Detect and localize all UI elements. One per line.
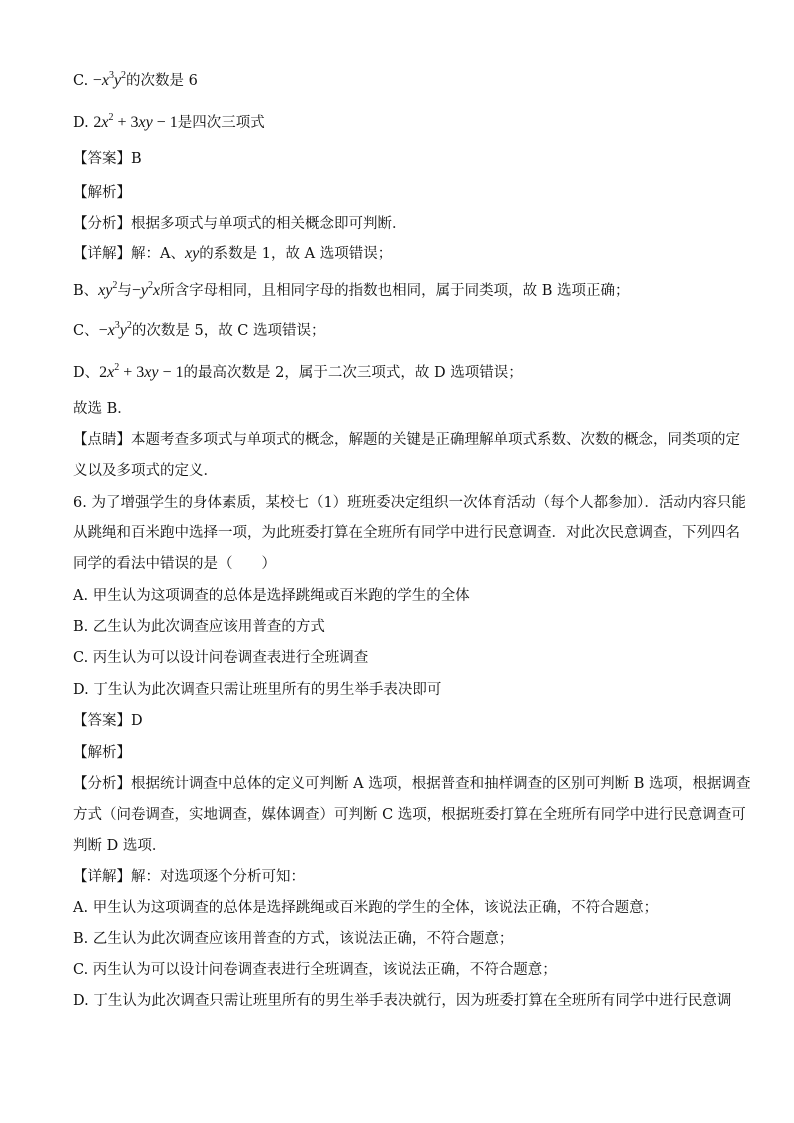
detail-a: A. 甲生认为这项调查的总体是选择跳绳或百米跑的学生的全体，该说法正确，不符合题意；: [73, 900, 659, 916]
answer-label: 【答案】B: [73, 151, 142, 167]
math-expression: $-x^3y^2$: [92, 70, 127, 89]
option-text: 的次数是 6: [126, 73, 198, 89]
detail-prefix: 【详解】解：A、: [73, 246, 185, 262]
conclusion: 故选 B．: [73, 401, 132, 417]
detail-prefix: C、: [73, 323, 99, 339]
detail-heading: 【详解】解：对选项逐个分析可知：: [73, 869, 305, 885]
analysis-text-cont: 判断 D 选项．: [73, 838, 167, 854]
math-expression: $2x^2 + 3xy - 1$: [99, 362, 184, 381]
detail-prefix: B、: [73, 283, 99, 299]
detail-b: [73, 280, 734, 302]
option-d-statement: [73, 112, 734, 134]
math-expression: $xy^2$: [98, 280, 118, 299]
detail-c: C. 丙生认为可以设计问卷调查表进行全班调查，该说法正确，不符合题意；: [73, 962, 557, 978]
answer-label: 【答案】D: [73, 713, 143, 729]
choice-d: D. 丁生认为此次调查只需让班里所有的男生举手表决即可: [73, 682, 442, 698]
analysis-text: 【分析】根据多项式与单项式的相关概念即可判断．: [73, 216, 407, 232]
math-expression: $2x^2 + 3xy - 1$: [93, 112, 178, 131]
detail-d: D. 丁生认为此次调查只需让班里所有的男生举手表决就行，因为班委打算在全班所有同学中进行民意调: [73, 993, 732, 1009]
detail-text: 的次数是 5，故 C 选项错误；: [131, 323, 326, 339]
choice-a: A. 甲生认为这项调查的总体是选择跳绳或百米跑的学生的全体: [73, 588, 470, 604]
math-expression-2: $-y^2x$: [131, 280, 161, 299]
choice-b: B. 乙生认为此次调查应该用普查的方式: [73, 619, 325, 635]
detail-d: [73, 362, 734, 384]
detail-text: 所含字母相同，且相同字母的指数也相同，属于同类项，故 B 选项正确；: [160, 283, 630, 299]
detail-prefix: D、: [73, 365, 100, 381]
option-label: C.: [73, 73, 93, 89]
question-6-text: 6. 为了增强学生的身体素质，某校七（1）班班委决定组织一次体育活动（每个人都参加）．活动内容只能: [73, 495, 746, 511]
question-6-text-cont: 从跳绳和百米跑中选择一项，为此班委打算在全班所有同学中进行民意调查．对此次民意调查，下列四名: [73, 525, 740, 541]
choice-c: C. 丙生认为可以设计问卷调查表进行全班调查: [73, 650, 369, 666]
detail-b: B. 乙生认为此次调查应该用普查的方式，该说法正确，不符合题意；: [73, 931, 514, 947]
math-expression: $-x^3y^2$: [98, 320, 132, 339]
analysis-text: 【分析】根据统计调查中总体的定义可判断 A 选项，根据普查和抽样调查的区别可判断 B 选项，根据调查: [73, 776, 751, 792]
detail-a: [73, 243, 734, 265]
option-c-statement: [73, 70, 734, 92]
analysis-heading: 【解析】: [73, 185, 131, 201]
detail-connector: 与: [117, 283, 132, 299]
detail-text: 的系数是 1，故 A 选项错误；: [199, 246, 393, 262]
analysis-text-cont: 方式（问卷调查，实地调查，媒体调查）可判断 C 选项，根据班委打算在全班所有同学中进行民意调查可: [73, 807, 746, 823]
detail-text: 的最高次数是 2，属于二次三项式，故 D 选项错误；: [183, 365, 523, 381]
option-label: D.: [73, 115, 94, 131]
detail-c: [73, 320, 734, 342]
math-expression: xy: [184, 245, 200, 262]
question-6-text-cont: 同学的看法中错误的是（ ）: [73, 556, 276, 572]
option-text: 是四次三项式: [177, 115, 265, 131]
analysis-heading: 【解析】: [73, 745, 131, 761]
comment-text: 【点睛】本题考查多项式与单项式的概念，解题的关键是正确理解单项式系数、次数的概念，同类项的定: [73, 432, 740, 448]
comment-text-cont: 义以及多项式的定义．: [73, 463, 218, 479]
